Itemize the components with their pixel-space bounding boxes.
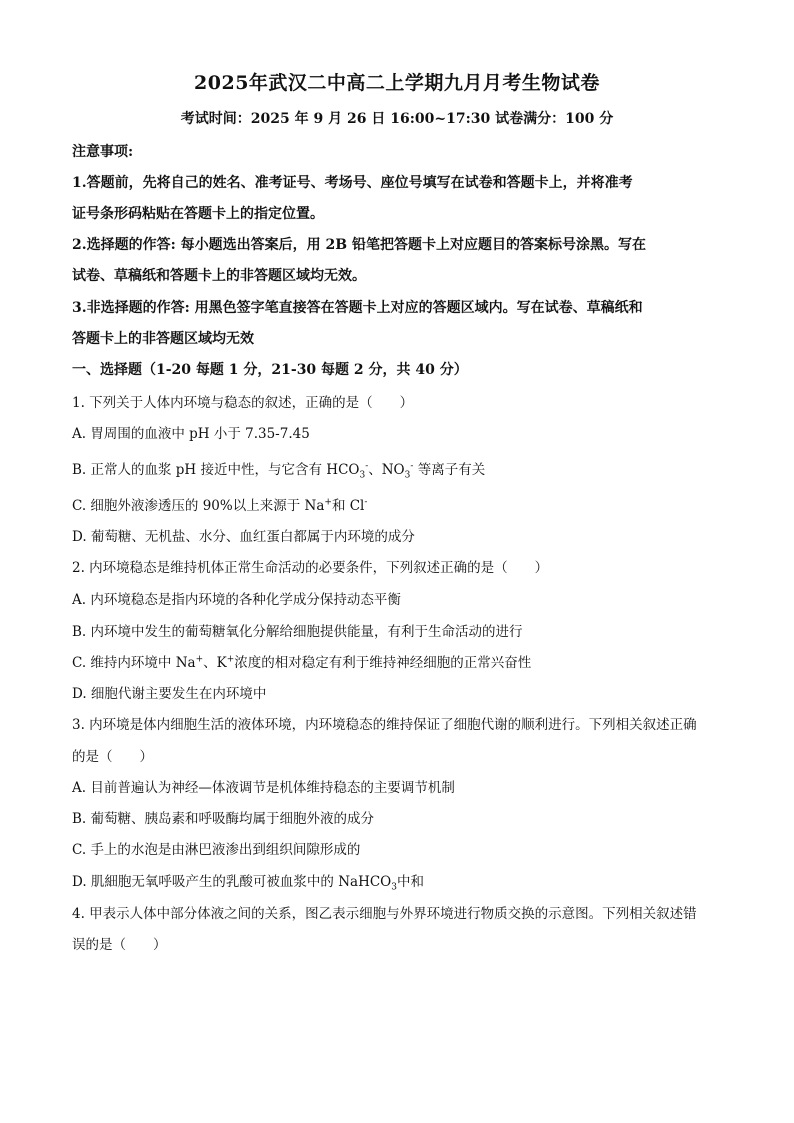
question-2-option-c: C. 维持内环境中 Na+、K+浓度的相对稳定有利于维持神经细胞的正常兴奋性: [72, 654, 532, 671]
section-heading: 一、选择题（1-20 每题 1 分，21-30 每题 2 分，共 40 分）: [72, 362, 468, 378]
exam-time-and-score: 考试时间：2025 年 9 月 26 日 16:00~17:30 试卷满分：100 分: [180, 111, 614, 127]
question-1-stem: 1. 下列关于人体内环境与稳态的叙述，正确的是（ ）: [72, 395, 414, 411]
exam-title: 2025年武汉二中高二上学期九月月考生物试卷: [194, 72, 600, 94]
question-3-option-d: D. 肌細胞无氧呼吸产生的乳酸可被血浆中的 NaHCO$_3$中和: [72, 874, 424, 893]
question-3-option-b: B. 葡萄糖、胰岛素和呼吸酶均属于细胞外液的成分: [72, 811, 375, 827]
notice-item-3-line-1: 3.非选择题的作答: 用黑色签字笔直接答在答题卡上对应的答题区域内。写在试卷、草稿纸和: [72, 300, 643, 316]
question-3-option-a: A. 目前普遍认为神经—体液调节是机体维持稳态的主要调节机制: [72, 780, 455, 796]
notice-item-1-line-1: 1.答题前，先将自己的姓名、准考证号、考场号、座位号填写在试卷和答题卡上，并将准考: [72, 175, 633, 191]
question-3-stem-line-1: 3. 内环境是体内细胞生活的液体环境，内环境稳态的维持保证了细胞代谢的顺利进行。下列相关叙述正确: [72, 717, 697, 733]
notice-item-2-line-2: 试卷、草稿纸和答题卡上的非答题区域均无效。: [72, 268, 366, 284]
question-2-option-a: A. 内环境稳态是指内环境的各种化学成分保持动态平衡: [72, 592, 401, 608]
question-2-option-d: D. 细胞代谢主要发生在内环境中: [72, 686, 267, 702]
question-3-stem-line-2: 的是（ ）: [72, 749, 153, 765]
notice-item-1-line-2: 证号条形码粘贴在答题卡上的指定位置。: [72, 206, 324, 222]
notice-item-3-line-2: 答题卡上的非答题区域均无效: [72, 331, 254, 347]
question-2-option-b: B. 内环境中发生的葡萄糖氧化分解给细胞提供能量，有利于生命活动的进行: [72, 624, 523, 640]
question-3-option-c: C. 手上的水泡是由淋巴液渗出到组织间隙形成的: [72, 842, 361, 858]
notice-heading: 注意事项:: [72, 144, 134, 160]
question-1-option-a: A. 胃周围的血液中 pH 小于 7.35-7.45: [72, 426, 310, 442]
question-4-stem-line-1: 4. 甲表示人体中部分体液之间的关系，图乙表示细胞与外界环境进行物质交换的示意图。下列相关叙述错: [72, 906, 697, 922]
question-1-option-b: B. 正常人的血浆 pH 接近中性，与它含有 $HCO_3^-$、$NO_3^-$ 等离子有关: [72, 461, 486, 481]
question-4-stem-line-2: 误的是（ ）: [72, 937, 167, 953]
question-1-option-c: C. 细胞外液渗透压的 90%以上来源于 Na+和 Cl-: [72, 497, 368, 514]
notice-item-2-line-1: 2.选择题的作答: 每小题选出答案后，用 2B 铅笔把答题卡上对应题目的答案标号涂黑。写在: [72, 237, 646, 253]
question-2-stem: 2. 内环境稳态是维持机体正常生命活动的必要条件，下列叙述正确的是（ ）: [72, 560, 549, 576]
question-1-option-d: D. 葡萄糖、无机盐、水分、血红蛋白都属于内环境的成分: [72, 529, 415, 545]
